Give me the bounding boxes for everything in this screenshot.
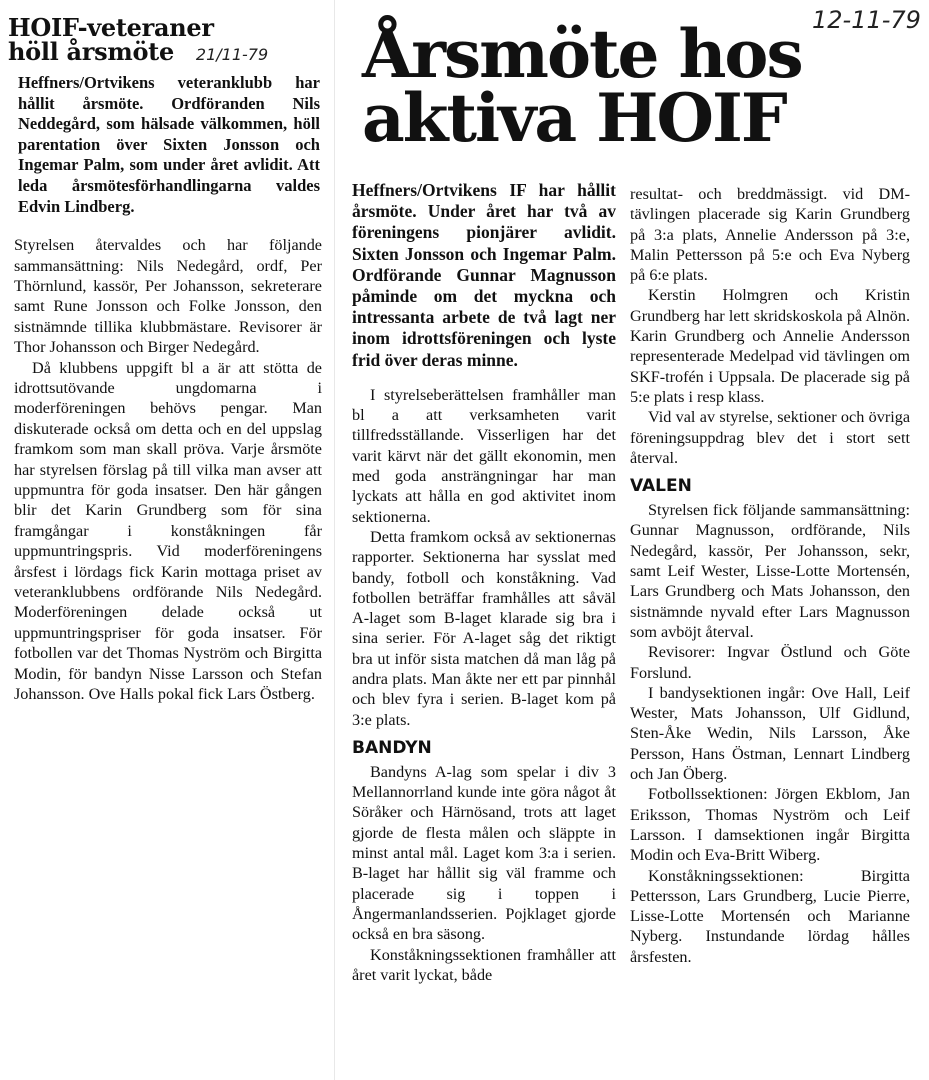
right-headline-line1: Årsmöte hos xyxy=(362,15,802,93)
right-paragraph: Konståkningssektionen framhåller att året varit lyckat, både xyxy=(352,945,616,984)
left-paragraph: Då klubbens uppgift bl a är att stötta de idrottsutövande ungdomarna i moderföreningen behövs pengar. Man diskuterade också om detta och en del uppslag framkom som man skall pröva. Varje årsmöte har styrelsen förslag på till vilka man avser att uppmuntra för goda insatser. Den här gången blir det Karin Grundberg som för sina framgångar i konståkningen får uppmuntringspris. Vid moderföreningens årsfest i lördags fick Karin mottaga priset av veteranklubbens ordförande Nils Nedegård. Moderföreningen delade också ut uppmuntringspriser för goda insatser. För fotbollen var det Thomas Nyström och Birgitta Modin, för bandyn Nisse Larsson och Stefan Johansson. Ove Halls pokal fick Lars Östberg. xyxy=(14,358,322,704)
right-paragraph: I styrelseberättelsen framhåller man bl a att verksamheten varit tillfredsställande. Visserligen har det varit kärvt när det gällt ekonomin, men med goda ansträngningar har man lyckats att hålla en god aktivitet inom sektionerna. xyxy=(352,385,616,526)
left-paragraph: Styrelsen återvaldes och har följande sammansättning: Nils Nedegård, ordf, Per Thörnlund, kassör, Per Johansson, sekreterare samt Rune Jonsson och Folke Jonsson, den sistnämnde tillika klubbmästare. Revisorer är Thor Johansson och Birger Nedegård. xyxy=(14,236,322,357)
right-clipping xyxy=(342,0,924,1080)
right-paragraph: Fotbollssektionen: Jörgen Ekblom, Jan Eriksson, Thomas Nyström och Leif Larsson. I damsektionen ingår Birgitta Modin och Eva-Britt Wiberg. xyxy=(630,785,910,865)
right-paragraph: Kerstin Holmgren och Kristin Grundberg har lett skridskoskola på Alnön. Karin Grundberg och Annelie Andersson representerade Medelpad vid tävlingen om SKF-trofén i Uppsala. De placerade sig på 5:e plats i resp klass. xyxy=(630,286,910,406)
left-headline xyxy=(8,13,326,67)
right-lead: Heffners/Ortvikens IF har hållit årsmöte. Under året har två av föreningens pionjärer avlidit. Sixten Jonsson och Ingemar Palm. Ordförande Gunnar Magnusson påminde om det myckna och intressanta arbete de två lagt ner inom idrottsföreningen och lyste frid över deras minne. xyxy=(352,180,616,370)
right-column-1 xyxy=(352,180,616,985)
left-headline-line2: höll årsmöte xyxy=(8,37,174,66)
right-paragraph: resultat- och breddmässigt. vid DM-tävlingen placerade sig Karin Grundberg på 3:a plats, Annelie Andersson på 3:e, Malin Pettersson på 5:e och Eva Nyberg på 6:e plats. xyxy=(630,185,910,285)
column-divider xyxy=(334,0,335,1080)
subhead-valen: VALEN xyxy=(630,476,692,497)
right-paragraph: Konståkningssektionen: Birgitta Pettersson, Lars Grundberg, Lucie Pierre, Lisse-Lotte Mortensén och Marianne Nyberg. Instundande lördag hålles årsfesten. xyxy=(630,866,910,966)
right-paragraph: Revisorer: Ingvar Östlund och Göte Forslund. xyxy=(630,643,910,682)
left-lead: Heffners/Ortvikens veteranklubb har hållit årsmöte. Ordföranden Nils Neddegård, som hälsade välkommen, höll parentation över Sixten Jonsson och Ingemar Palm, som under året avlidit. Att leda årsmötesförhandlingarna valdes Edvin Lindberg. xyxy=(18,73,320,216)
right-paragraph: I bandysektionen ingår: Ove Hall, Leif Wester, Mats Johansson, Ulf Gidlund, Sten-Åke Wedin, Nils Larsson, Åke Persson, Hans Östman, Lennart Lindberg och Jan Öberg. xyxy=(630,683,910,784)
right-paragraph: Vid val av styrelse, sektioner och övriga föreningsuppdrag blev det i stort sett återval. xyxy=(630,408,910,467)
right-handwritten-date: 12-11-79 xyxy=(812,6,921,34)
left-handwritten-date: 21/11-79 xyxy=(195,45,269,64)
right-paragraph: Detta framkom också av sektionernas rapporter. Sektionerna har sysslat med bandy, fotboll och konståkning. Vad fotbollen beträffar framhålles att såväl A-laget som B-laget klarade sig bra i sina serier. För A-laget såg det riktigt bra ut inför sista matchen då man låg på andra plats. Man åkte ner ett par pinnhål och blev fyra i serien. B-laget kom på 3:e plats. xyxy=(352,527,616,729)
right-paragraph: Bandyns A-lag som spelar i div 3 Mellannorrland kunde inte göra något åt Söråker och Härnösand, trots att laget gjorde de flesta målen och släppte in minst antal mål. Laget kom 3:a i serien. B-laget har hållit sig väl framme och placerade sig i toppen i Ångermanlandsserien. Pojklaget gjorde också en bra säsong. xyxy=(352,762,616,944)
right-paragraph: Styrelsen fick följande sammansättning: Gunnar Magnusson, ordförande, Nils Nedegård, kassör, Per Johansson, sekr, samt Leif Wester, Lisse-Lotte Mortensén, Lars Grundberg och Mats Johansson, den sistnämnde nyvald efter Lars Magnusson som avböjt återval. xyxy=(630,501,910,641)
left-clipping xyxy=(4,0,326,1080)
subhead-bandyn: BANDYN xyxy=(352,737,432,758)
right-headline-line2: aktiva HOIF xyxy=(362,79,786,157)
left-body xyxy=(14,235,322,704)
left-headline-line1: HOIF-veteraner xyxy=(8,13,214,42)
right-column-2 xyxy=(630,184,910,967)
